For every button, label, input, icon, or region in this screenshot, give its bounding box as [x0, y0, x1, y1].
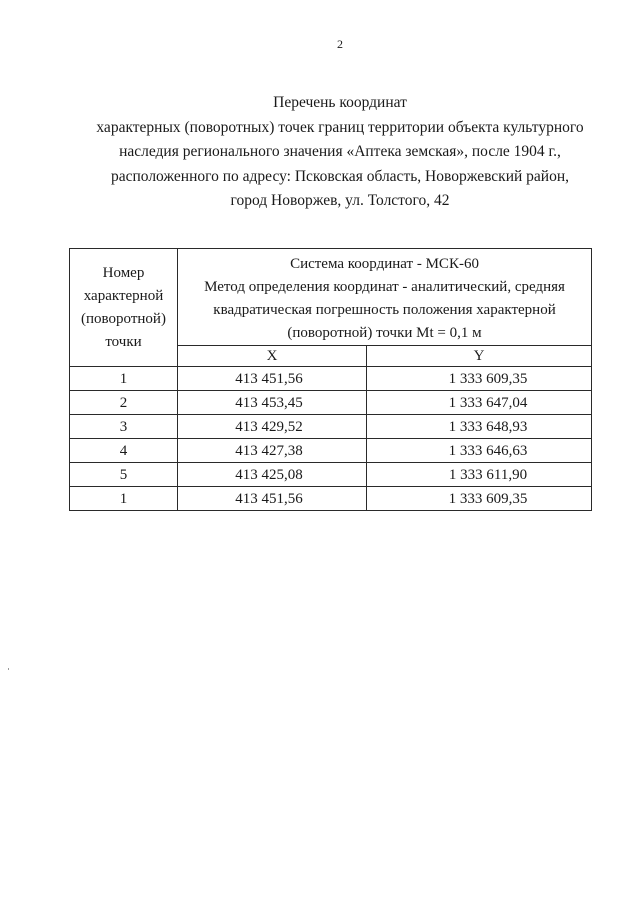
page-number: 2 — [337, 37, 343, 51]
y-coordinate-cell: 1 333 648,93 — [367, 415, 592, 439]
system-header-line: Метод определения координат - аналитический, средняя — [204, 279, 565, 295]
point-number-cell: 4 — [70, 439, 178, 463]
table-row — [70, 439, 592, 463]
x-coordinate-cell: 413 453,45 — [178, 391, 367, 415]
point-number-cell: 5 — [70, 463, 178, 487]
x-coordinate-cell: 413 427,38 — [178, 439, 367, 463]
x-coordinate-cell: 413 425,08 — [178, 463, 367, 487]
document-title — [70, 91, 610, 214]
table-row — [70, 487, 592, 511]
x-coordinate-cell: 413 451,56 — [178, 367, 367, 391]
coordinate-system-header — [178, 249, 592, 346]
table-row — [70, 367, 592, 391]
point-header-line: точки — [105, 333, 142, 350]
scan-margin-mark — [8, 668, 9, 670]
y-coordinate-cell: 1 333 646,63 — [367, 439, 592, 463]
y-coordinate-cell: 1 333 609,35 — [367, 487, 592, 511]
point-header-line: (поворотной) — [81, 310, 166, 327]
title-line: Перечень координат — [273, 94, 407, 111]
point-number-cell: 3 — [70, 415, 178, 439]
system-header-line: квадратическая погрешность положения характерной — [213, 302, 556, 318]
system-header-line: Система координат - МСК-60 — [290, 256, 479, 272]
y-column-header: Y — [367, 346, 592, 367]
x-coordinate-cell: 413 429,52 — [178, 415, 367, 439]
system-header-line: (поворотной) точки Mt = 0,1 м — [287, 325, 482, 341]
y-coordinate-cell: 1 333 647,04 — [367, 391, 592, 415]
table-row — [70, 463, 592, 487]
table-row — [70, 391, 592, 415]
x-column-header: X — [178, 346, 367, 367]
point-number-cell: 1 — [70, 487, 178, 511]
y-coordinate-cell: 1 333 609,35 — [367, 367, 592, 391]
title-line: расположенного по адресу: Псковская область, Новоржевский район, — [110, 167, 570, 185]
coordinates-table — [69, 248, 592, 511]
title-line: характерных (поворотных) точек границ территории объекта культурного — [96, 118, 584, 136]
table-row — [70, 415, 592, 439]
point-header-line: Номер — [102, 264, 145, 281]
y-coordinate-cell: 1 333 611,90 — [367, 463, 592, 487]
point-number-header — [70, 249, 178, 367]
title-line: наследия регионального значения «Аптека земская», после 1904 г., — [119, 143, 561, 160]
point-header-line: характерной — [83, 287, 164, 304]
point-number-cell: 2 — [70, 391, 178, 415]
x-coordinate-cell: 413 451,56 — [178, 487, 367, 511]
point-number-cell: 1 — [70, 367, 178, 391]
title-line: город Новоржев, ул. Толстого, 42 — [230, 192, 450, 209]
